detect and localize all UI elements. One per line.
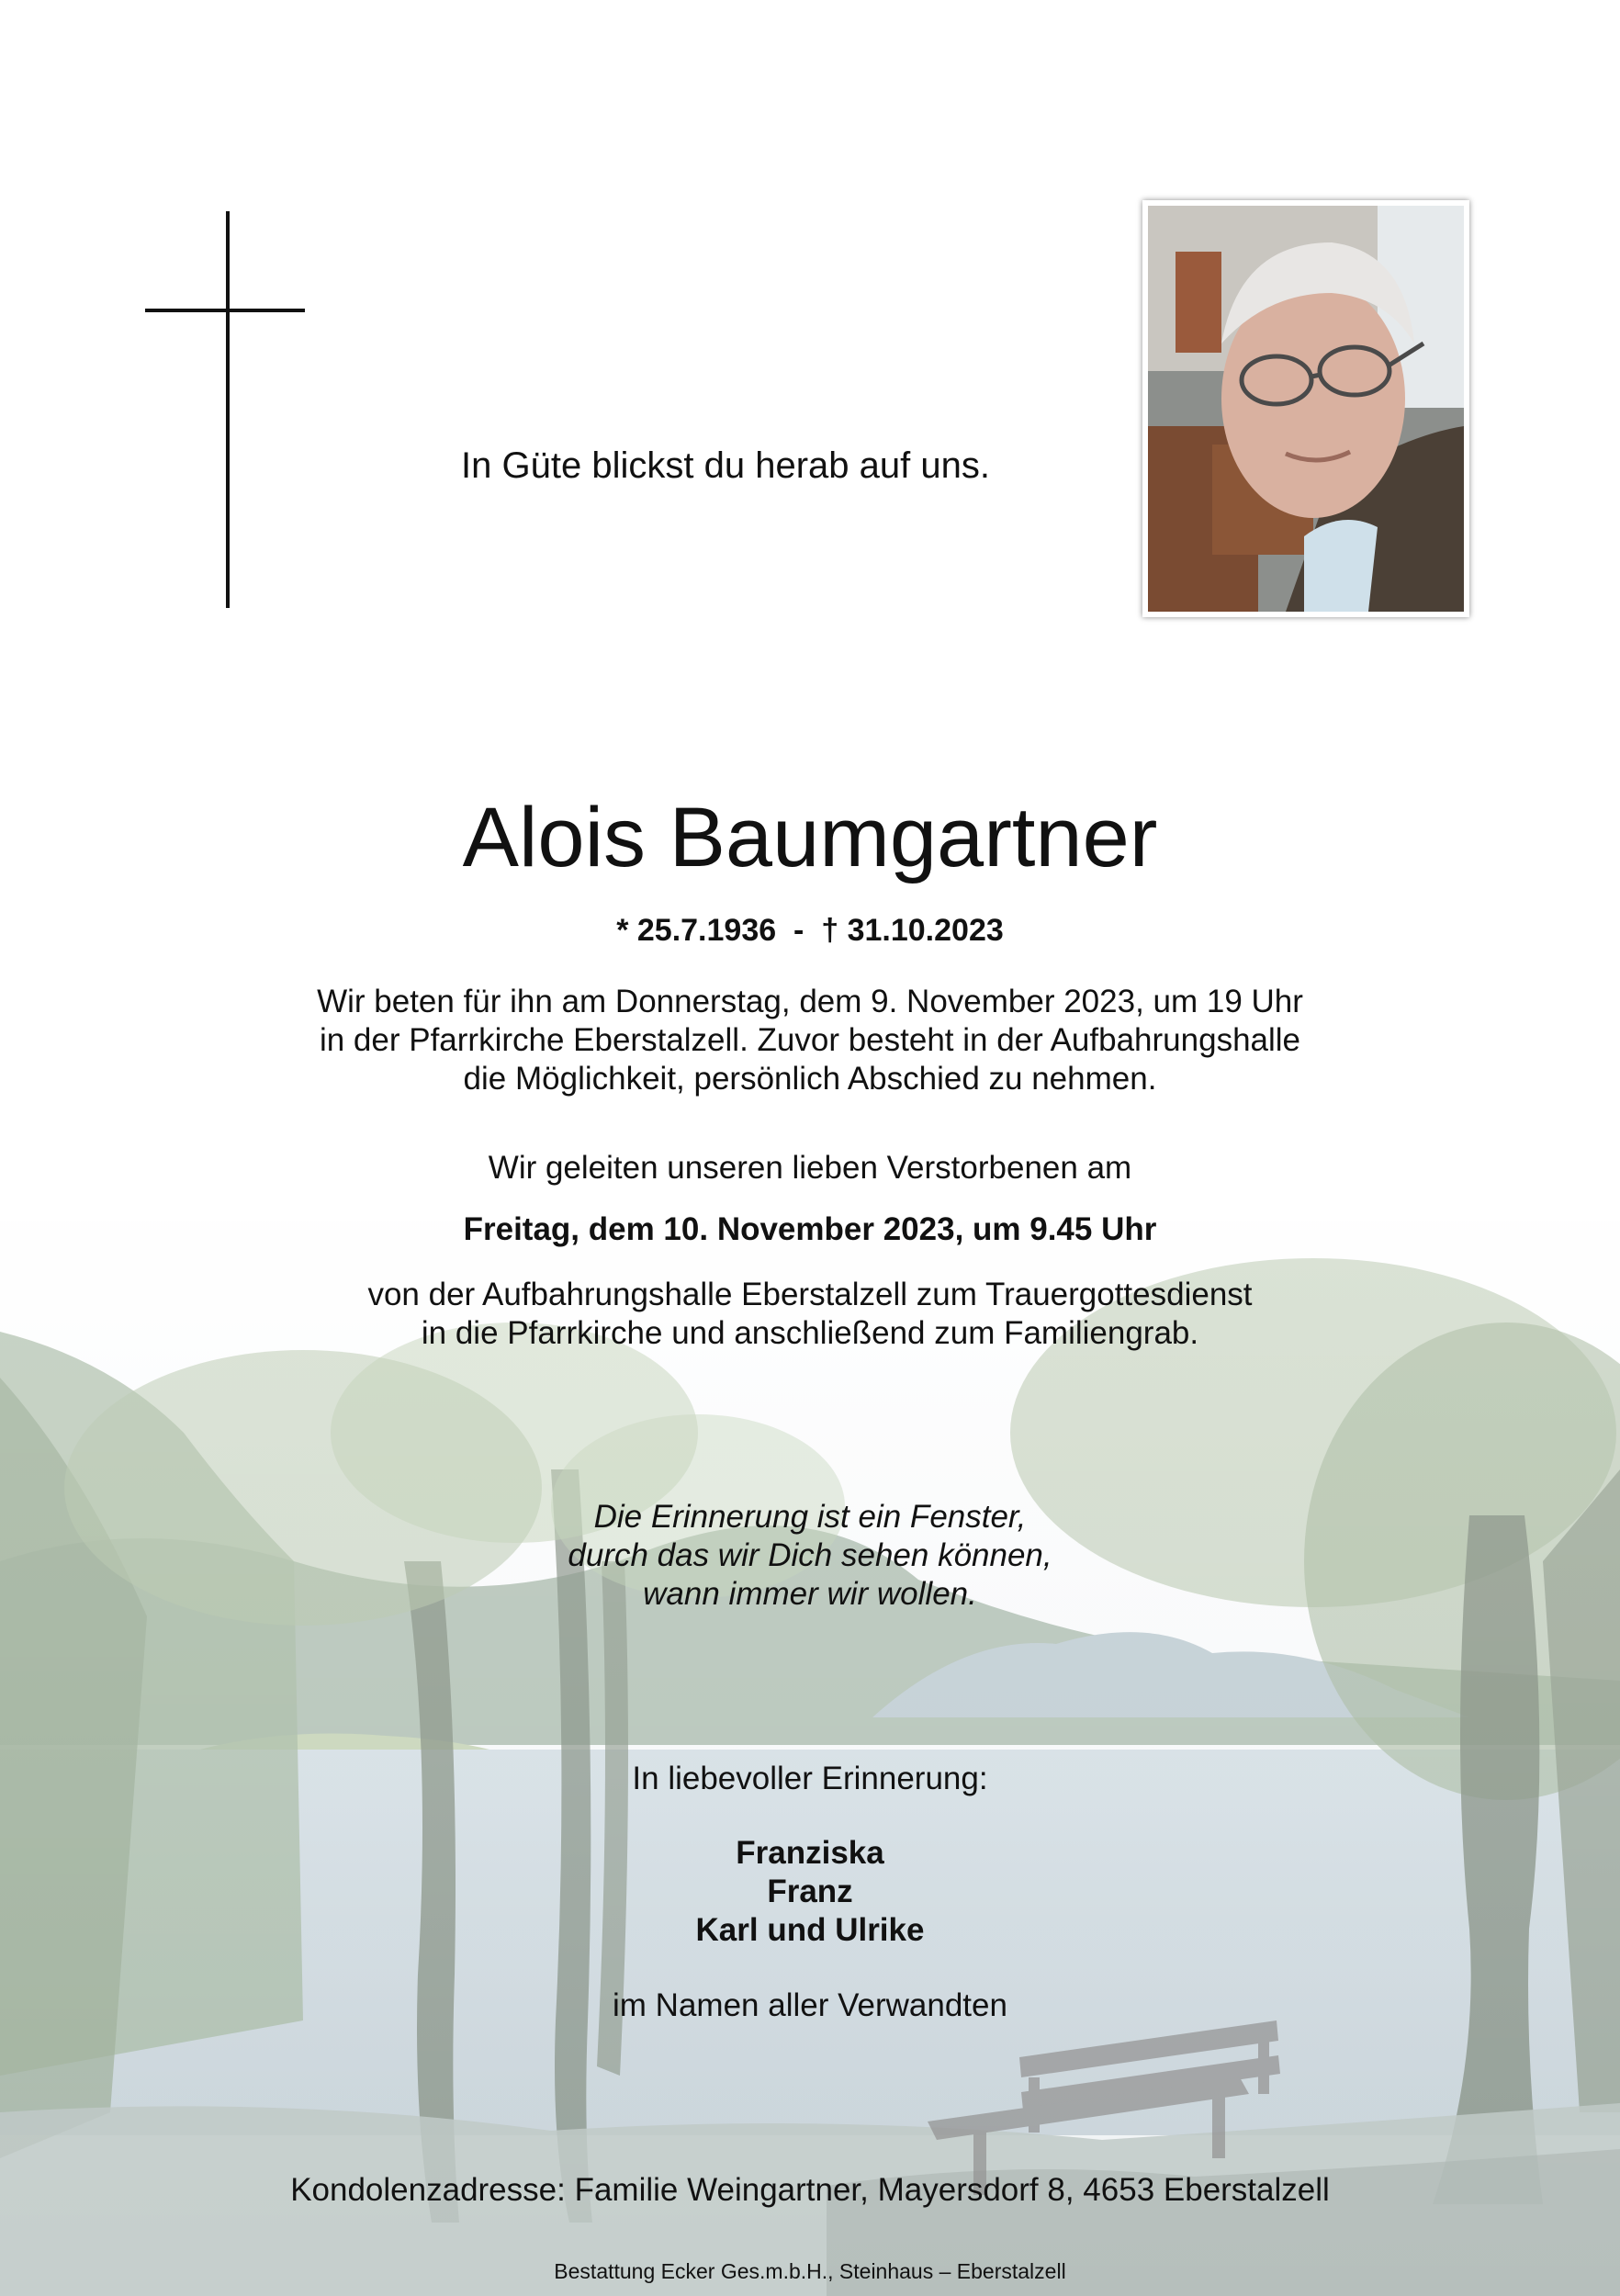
funeral-intro xyxy=(138,1149,1482,1187)
life-dates: * 25.7.1936 - † 31.10.2023 xyxy=(616,913,1004,948)
funeral-intro-line: Wir geleiten unseren lieben Verstorbenen am xyxy=(488,1150,1132,1186)
prayer-line: in der Pfarrkirche Eberstalzell. Zuvor besteht in der Aufbahrungshalle xyxy=(319,1022,1301,1058)
mourners-intro xyxy=(138,1760,1482,1798)
undertaker-footer: Bestattung Ecker Ges.m.b.H., Steinhaus – Eberstalzell xyxy=(554,2259,1066,2283)
memorial-quote xyxy=(138,1498,1482,1614)
funeral-route-line: von der Aufbahrungshalle Eberstalzell zum Trauergottesdienst xyxy=(367,1277,1253,1312)
cross-horizontal-bar xyxy=(145,309,305,312)
funeral-datetime-line: Freitag, dem 10. November 2023, um 9.45 Uhr xyxy=(463,1211,1157,1247)
latin-cross-icon xyxy=(145,211,305,608)
portrait-image xyxy=(1148,206,1464,612)
prayer-paragraph xyxy=(138,983,1482,1098)
mourner-name: Franziska xyxy=(736,1835,884,1871)
quote-line: durch das wir Dich sehen können, xyxy=(568,1537,1052,1573)
prayer-line: Wir beten für ihn am Donnerstag, dem 9. November 2023, um 19 Uhr xyxy=(317,984,1303,1019)
mourners-closing-line: im Namen aller Verwandten xyxy=(613,1987,1007,2023)
quote-line: Die Erinnerung ist ein Fenster, xyxy=(593,1499,1027,1535)
mourner-name: Karl und Ulrike xyxy=(695,1912,925,1948)
funeral-datetime xyxy=(138,1210,1482,1249)
mourner-name: Franz xyxy=(767,1874,853,1909)
quote-line: wann immer wir wollen. xyxy=(643,1576,977,1612)
portrait-photo xyxy=(1142,200,1469,617)
funeral-route-paragraph xyxy=(138,1276,1482,1353)
motto-text: In Güte blickst du herab auf uns. xyxy=(461,445,990,486)
prayer-line: die Möglichkeit, persönlich Abschied zu nehmen. xyxy=(463,1061,1157,1097)
mourners-closing xyxy=(138,1986,1482,2025)
mourners-names xyxy=(138,1834,1482,1950)
cross-vertical-bar xyxy=(226,211,230,608)
condolence-address-line: Kondolenzadresse: Familie Weingartner, Mayersdorf 8, 4653 Eberstalzell xyxy=(290,2172,1330,2208)
condolence-address xyxy=(138,2171,1482,2210)
mourners-intro-line: In liebevoller Erinnerung: xyxy=(632,1761,988,1796)
funeral-route-line: in die Pfarrkirche und anschließend zum Familiengrab. xyxy=(421,1315,1199,1351)
deceased-name: Alois Baumgartner xyxy=(462,791,1158,884)
